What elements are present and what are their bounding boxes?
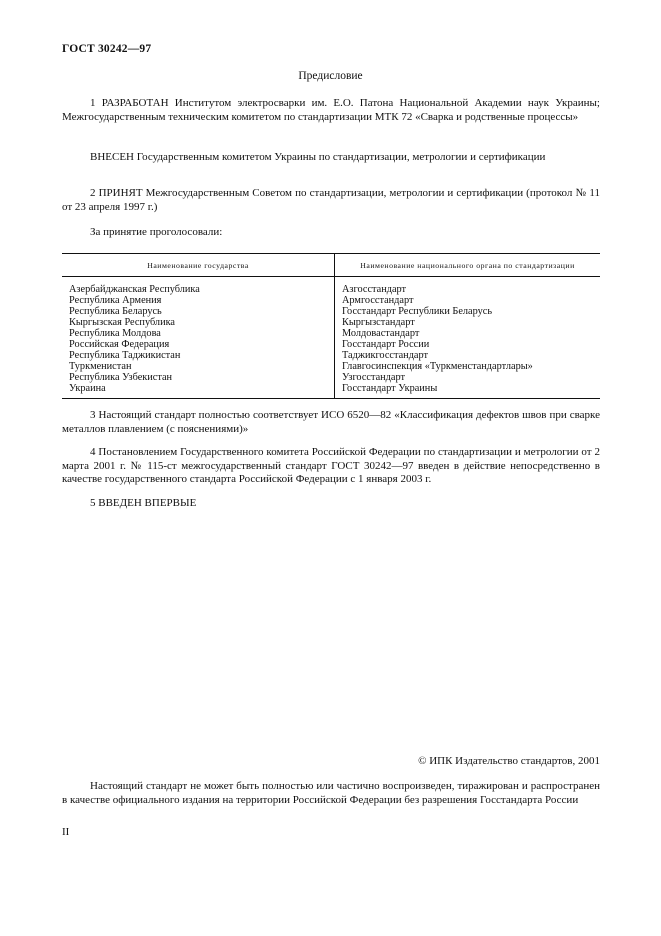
table-row [62,277,600,399]
state-name: Азербайджанская Республика [69,284,200,295]
national-body-name: Главгосинспекция «Туркменстандартлары» [342,361,533,372]
member-states-table [62,253,600,399]
paragraph-enactment: 4 Постановлением Государственного комитета Российской Федерации по стандартизации и метрологии от 2 марта 2001 г. № 115-ст межгосударственный стандарт ГОСТ 30242—97 введен в действие непосредственно в качестве государственного стандарта Российской Федерации с 1 января 2003 г. [62,446,600,485]
state-name: Республика Таджикистан [69,350,181,361]
state-name: Республика Узбекистан [69,372,173,383]
reproduction-notice: Настоящий стандарт не может быть полностью или частично воспроизведен, тиражирован и распространен в качестве официального издания на территории Российской Федерации без разрешения Госстандарта России [62,780,600,806]
national-body-name: Молдовастандарт [342,328,420,339]
paragraph-first-introduced: 5 ВВЕДЕН ВПЕРВЫЕ [90,497,197,509]
national-body-name: Госстандарт Республики Беларусь [342,306,493,317]
paragraph-developed-by: 1 РАЗРАБОТАН Институтом электросварки им. Е.О. Патона Национальной Академии наук Украины; Межгосударственным техническим комитетом по стандартизации МТК 72 «Сварка и родственные процессы» [62,97,600,123]
page-title: Предисловие [298,70,363,82]
state-name: Республика Беларусь [69,306,162,317]
state-name: Кыргызская Республика [69,317,176,328]
national-body-name: Госстандарт Украины [342,383,438,394]
national-body-name: Азгосстандарт [342,284,407,295]
state-name: Украина [69,383,106,394]
page-number: II [62,826,70,838]
table-header-row [62,254,600,277]
bodies-cell [335,277,601,399]
paragraph-adopted-by: 2 ПРИНЯТ Межгосударственным Советом по стандартизации, метрологии и сертификации (протокол № 11 от 23 апреля 1997 г.) [62,187,600,213]
column-header-national-body: Наименование национального органа по стандартизации [335,254,601,277]
national-body-name: Армгосстандарт [342,295,414,306]
national-body-name: Узгосстандарт [342,372,405,383]
paragraph-introduced-by: ВНЕСЕН Государственным комитетом Украины по стандартизации, метрологии и сертификации [90,151,546,163]
states-cell [62,277,335,399]
paragraph-iso-conformity: 3 Настоящий стандарт полностью соответствует ИСО 6520—82 «Классификация дефектов швов при сварке металлов плавлением (с пояснениями)» [62,409,600,435]
state-name: Республика Армения [69,295,162,306]
state-name: Российская Федерация [69,339,170,350]
copyright-notice: © ИПК Издательство стандартов, 2001 [418,755,600,767]
state-name: Республика Молдова [69,328,161,339]
state-name: Туркменистан [69,361,132,372]
national-body-name: Кыргызстандарт [342,317,415,328]
national-body-name: Таджикгосстандарт [342,350,429,361]
national-body-name: Госстандарт России [342,339,430,350]
document-code: ГОСТ 30242—97 [62,43,152,55]
paragraph-voted-for: За принятие проголосовали: [90,226,223,238]
column-header-state: Наименование государства [62,254,335,277]
